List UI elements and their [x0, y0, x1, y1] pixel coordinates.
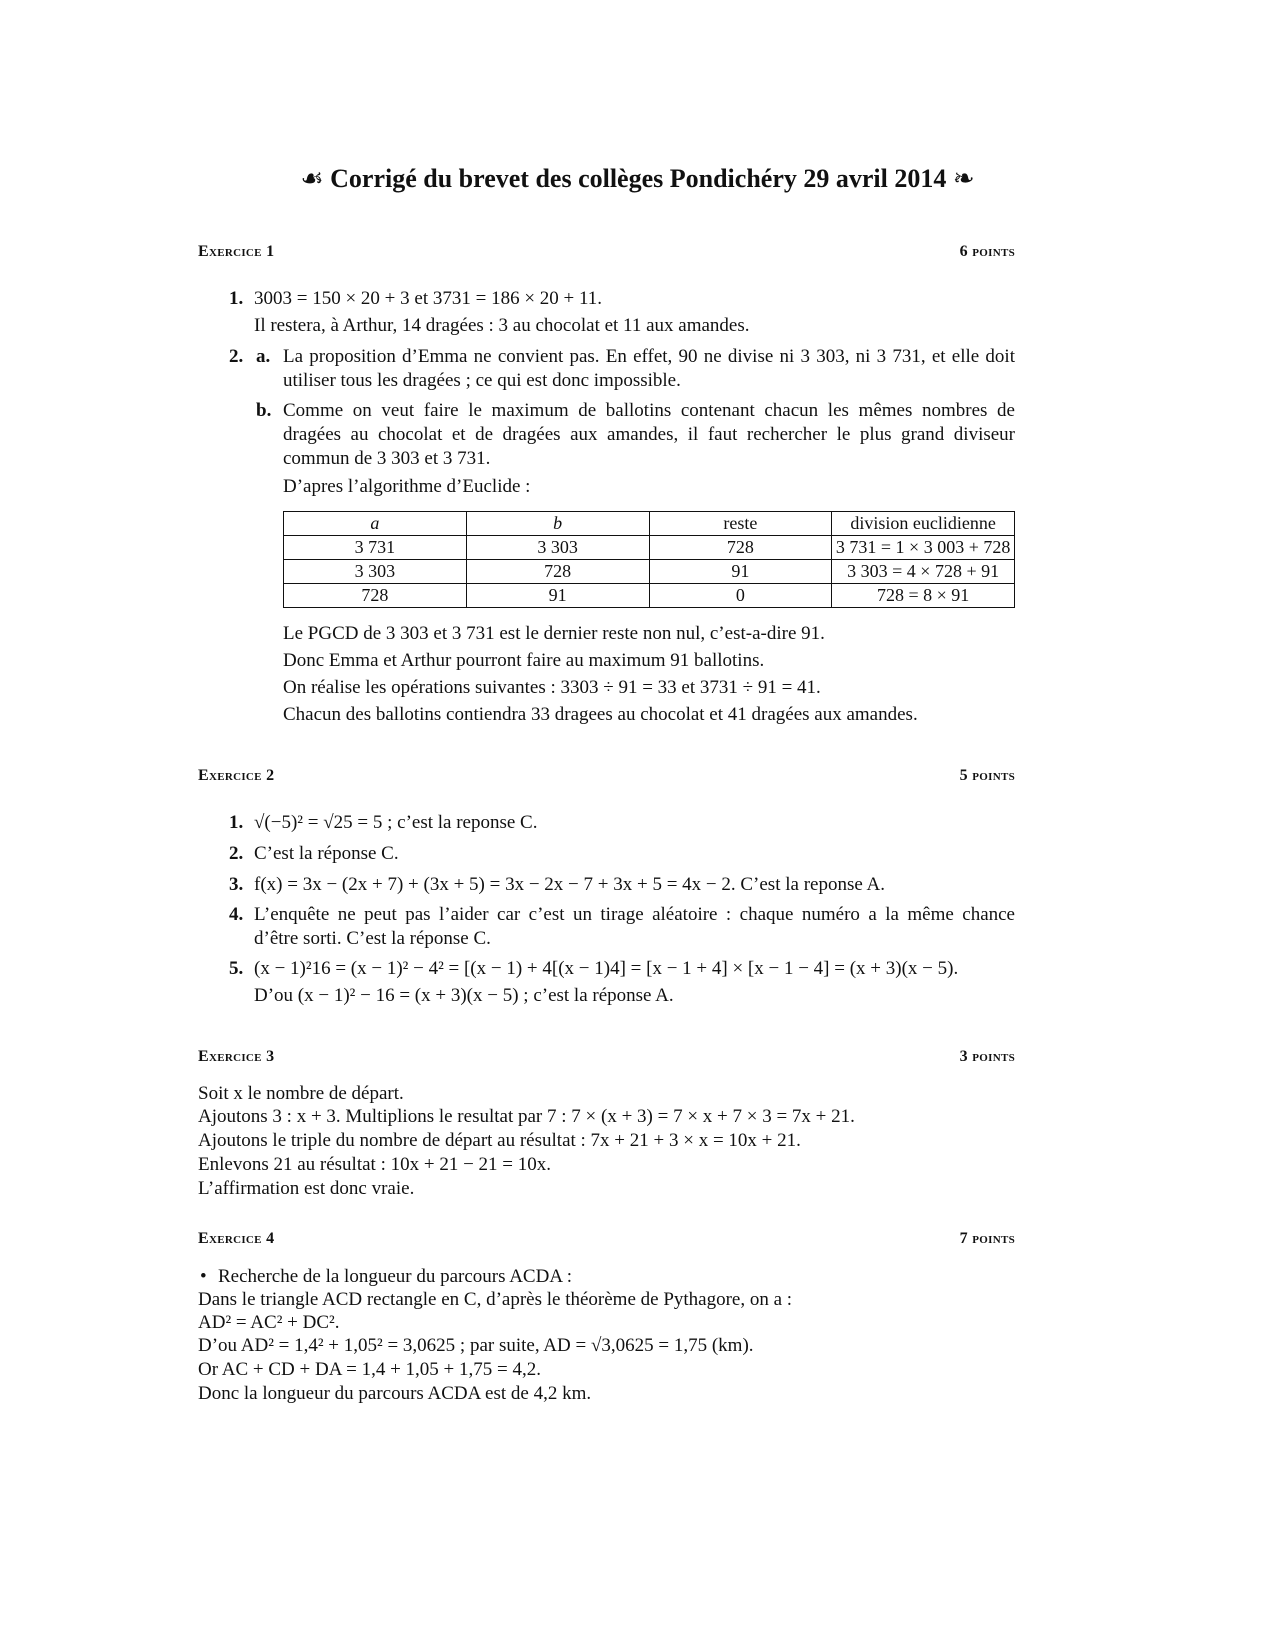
text-line: AD² = AC² + DC². [198, 1312, 340, 1333]
text-line: Chacun des ballotins contiendra 33 dragees au chocolat et 41 dragées aux amandes. [283, 704, 918, 725]
text-line: f(x) = 3x − (2x + 7) + (3x + 5) = 3x − 2x − 7 + 3x + 5 = 4x − 2. C’est la reponse A. [254, 874, 885, 895]
table-cell: 91 [649, 560, 832, 584]
exercise-1-header [198, 243, 1015, 261]
table-cell: 91 [466, 584, 649, 608]
ornament-left-icon: ☙ [300, 164, 324, 193]
text-line: Soit x le nombre de départ. [198, 1083, 404, 1104]
table-cell: 3 303 [466, 536, 649, 560]
item-marker: 2. [229, 346, 244, 367]
text-line: commun de 3 303 et 3 731. [283, 448, 491, 469]
text-line: D’ou AD² = 1,4² + 1,05² = 3,0625 ; par suite, AD = √3,0625 = 1,75 (km). [198, 1335, 754, 1356]
text-line: dragées au chocolat et de dragées aux amandes, il faut rechercher le plus grand diviseur [283, 424, 1015, 445]
item-marker: 5. [229, 958, 244, 979]
table-header-row [284, 512, 1015, 536]
table-cell: 728 = 8 × 91 [832, 584, 1015, 608]
ornament-right-icon: ❧ [952, 164, 975, 193]
page-title: ☙ Corrigé du brevet des collèges Pondichéry 29 avril 2014 ❧ [300, 164, 975, 193]
table-header: reste [649, 512, 832, 536]
table-header: division euclidienne [832, 512, 1015, 536]
exercise-label: Exercice 4 [198, 1230, 275, 1247]
table-cell: 728 [466, 560, 649, 584]
text-line: Le PGCD de 3 303 et 3 731 est le dernier reste non nul, c’est-a-dire 91. [283, 623, 825, 644]
item-marker: 1. [229, 288, 244, 309]
item-marker: 2. [229, 843, 244, 864]
exercise-points: 5 points [959, 767, 1015, 784]
text-line: On réalise les opérations suivantes : 3303 ÷ 91 = 33 et 3731 ÷ 91 = 41. [283, 677, 821, 698]
table-cell: 728 [284, 584, 467, 608]
table-row [284, 584, 1015, 608]
text-line: Ajoutons le triple du nombre de départ au résultat : 7x + 21 + 3 × x = 10x + 21. [198, 1130, 801, 1151]
item-marker: b. [256, 400, 272, 421]
euclid-table [283, 511, 1015, 608]
text-line: (x − 1)²16 = (x − 1)² − 4² = [(x − 1) + 4[(x − 1)4] = [x − 1 + 4] × [x − 1 − 4] = (x + 3)(x − 5). [254, 958, 959, 979]
text-line: d’être sorti. C’est la réponse C. [254, 928, 491, 949]
exercise-3-header [198, 1048, 1015, 1066]
text-line: utiliser tous les dragées ; ce qui est donc impossible. [283, 370, 681, 391]
exercise-label: Exercice 3 [198, 1048, 275, 1065]
table-cell: 3 731 = 1 × 3 003 + 728 [832, 536, 1015, 560]
text-line: Dans le triangle ACD rectangle en C, d’après le théorème de Pythagore, on a : [198, 1289, 793, 1310]
text-line: C’est la réponse C. [254, 843, 399, 864]
text-line: L’enquête ne peut pas l’aider car c’est un tirage aléatoire : chaque numéro a la même chance [254, 904, 1015, 925]
item-marker: 3. [229, 874, 244, 895]
exercise-points: 6 points [959, 243, 1015, 260]
exercise-label: Exercice 1 [198, 243, 275, 260]
text-line: Recherche de la longueur du parcours ACDA : [218, 1266, 573, 1287]
text-line: Donc Emma et Arthur pourront faire au maximum 91 ballotins. [283, 650, 765, 671]
exercise-points: 7 points [959, 1230, 1015, 1247]
exercise-label: Exercice 2 [198, 767, 275, 784]
item-marker: 1. [229, 812, 244, 833]
text-line: √(−5)² = √25 = 5 ; c’est la reponse C. [254, 812, 538, 833]
table-cell: 3 731 [284, 536, 467, 560]
item-marker: a. [256, 346, 271, 367]
table-cell: 728 [649, 536, 832, 560]
text-line: Enlevons 21 au résultat : 10x + 21 − 21 = 10x. [198, 1154, 551, 1175]
text-line: Ajoutons 3 : x + 3. Multiplions le resultat par 7 : 7 × (x + 3) = 7 × x + 7 × 3 = 7x + 21. [198, 1106, 855, 1127]
text-line: 3003 = 150 × 20 + 3 et 3731 = 186 × 20 + 11. [254, 288, 603, 309]
item-marker: 4. [229, 904, 244, 925]
text-line: D’apres l’algorithme d’Euclide : [283, 476, 531, 497]
text-line: La proposition d’Emma ne convient pas. En effet, 90 ne divise ni 3 303, ni 3 731, et elle doit [283, 346, 1015, 367]
table-row [284, 560, 1015, 584]
exercise-4-header [198, 1230, 1015, 1248]
table-cell: 3 303 = 4 × 728 + 91 [832, 560, 1015, 584]
exercise-points: 3 points [959, 1048, 1015, 1065]
table-cell: 3 303 [284, 560, 467, 584]
text-line: Donc la longueur du parcours ACDA est de 4,2 km. [198, 1383, 592, 1404]
text-line: Comme on veut faire le maximum de ballotins contenant chacun les mêmes nombres de [283, 400, 1015, 421]
table-header: b [466, 512, 649, 536]
text-line: Or AC + CD + DA = 1,4 + 1,05 + 1,75 = 4,2. [198, 1359, 541, 1380]
table-cell: 0 [649, 584, 832, 608]
bullet-icon: • [200, 1266, 207, 1287]
exercise-2-header [198, 767, 1015, 785]
text-line: Il restera, à Arthur, 14 dragées : 3 au chocolat et 11 aux amandes. [254, 315, 750, 336]
table-row [284, 536, 1015, 560]
text-line: D’ou (x − 1)² − 16 = (x + 3)(x − 5) ; c’est la réponse A. [254, 985, 674, 1006]
text-line: L’affirmation est donc vraie. [198, 1178, 415, 1199]
table-header: a [284, 512, 467, 536]
